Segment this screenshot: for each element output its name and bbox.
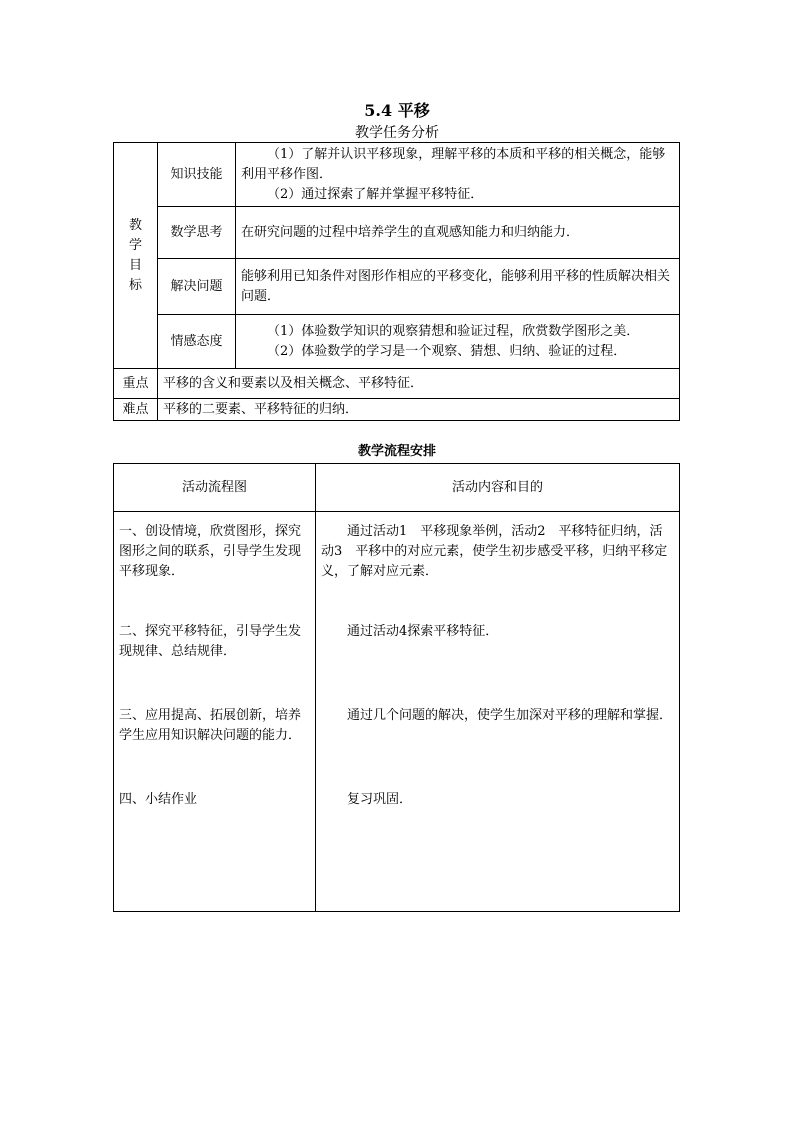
category-problem-solving-text: [236, 259, 680, 315]
flow-contents-cell: [316, 512, 680, 912]
goal-line: 能够利用已知条件对图形作相应的平移变化，能够利用平移的性质解决相关问题．: [241, 268, 671, 304]
flow-content: 通过几个问题的解决，使学生加深对平移的理解和掌握．: [347, 708, 673, 723]
difficult-point-label: 难点: [114, 399, 158, 421]
task-analysis-table: [113, 142, 680, 421]
goal-char: 学: [128, 237, 142, 253]
table-row: [114, 369, 680, 399]
goal-line: （2）通过探索了解并掌握平移特征．: [267, 186, 484, 202]
key-point-text: 平移的含义和要素以及相关概念、平移特征．: [158, 369, 680, 399]
table-row: [114, 143, 680, 207]
difficult-point-text: 平移的二要素、平移特征的归纳．: [158, 399, 680, 421]
category-knowledge-text: [236, 143, 680, 207]
goal-line: 在研究问题的过程中培养学生的直观感知能力和归纳能力．: [241, 224, 580, 240]
flow-step: 二、探究平移特征，引导学生发现规律、总结规律．: [119, 624, 302, 659]
col-content-header: 活动内容和目的: [316, 464, 680, 512]
document-title: 5.4 平移: [364, 101, 430, 120]
flow-content: 通过活动1 平移现象举例，活动2 平移特征归纳，活动3 平移中的对应元素，使学生初步感受平移，归纳平移定义，了解对应元素．: [321, 524, 668, 579]
col-flowchart-header: 活动流程图: [114, 464, 316, 512]
flow-step: 四、小结作业: [119, 792, 198, 807]
flow-table: [113, 463, 680, 912]
table-row: [114, 464, 680, 512]
flow-heading: 教学流程安排: [357, 444, 436, 459]
table-row: [114, 399, 680, 421]
task-analysis-heading: 教学任务分析: [355, 125, 439, 141]
goal-char: 标: [128, 277, 142, 293]
flow-steps-cell: [114, 512, 316, 912]
goal-line: （1）了解并认识平移现象，理解平移的本质和平移的相关概念，能够利用平移作图．: [241, 146, 666, 182]
goal-char: 教: [128, 217, 142, 233]
category-math-thinking-text: [236, 207, 680, 259]
table-row: [114, 259, 680, 315]
category-attitude: 情感态度: [158, 315, 236, 369]
flow-step: 三、应用提高、拓展创新，培养学生应用知识解决问题的能力．: [119, 708, 302, 743]
flow-content: 复习巩固．: [347, 792, 413, 807]
category-math-thinking: 数学思考: [158, 207, 236, 259]
key-point-label: 重点: [114, 369, 158, 399]
goal-char: 目: [128, 257, 142, 273]
category-knowledge: 知识技能: [158, 143, 236, 207]
category-attitude-text: [236, 315, 680, 369]
goal-line: （2）体验数学的学习是一个观察、猜想、归纳、验证的过程．: [267, 343, 627, 359]
teaching-goal-label: [114, 143, 158, 369]
table-row: [114, 207, 680, 259]
flow-content: 通过活动4探索平移特征．: [347, 624, 499, 639]
goal-line: （1）体验数学知识的观察猜想和验证过程，欣赏数学图形之美．: [267, 323, 640, 339]
flow-step: 一、创设情境，欣赏图形，探究图形之间的联系，引导学生发现平移现象．: [119, 524, 302, 579]
category-problem-solving: 解决问题: [158, 259, 236, 315]
table-row: [114, 512, 680, 912]
table-row: [114, 315, 680, 369]
